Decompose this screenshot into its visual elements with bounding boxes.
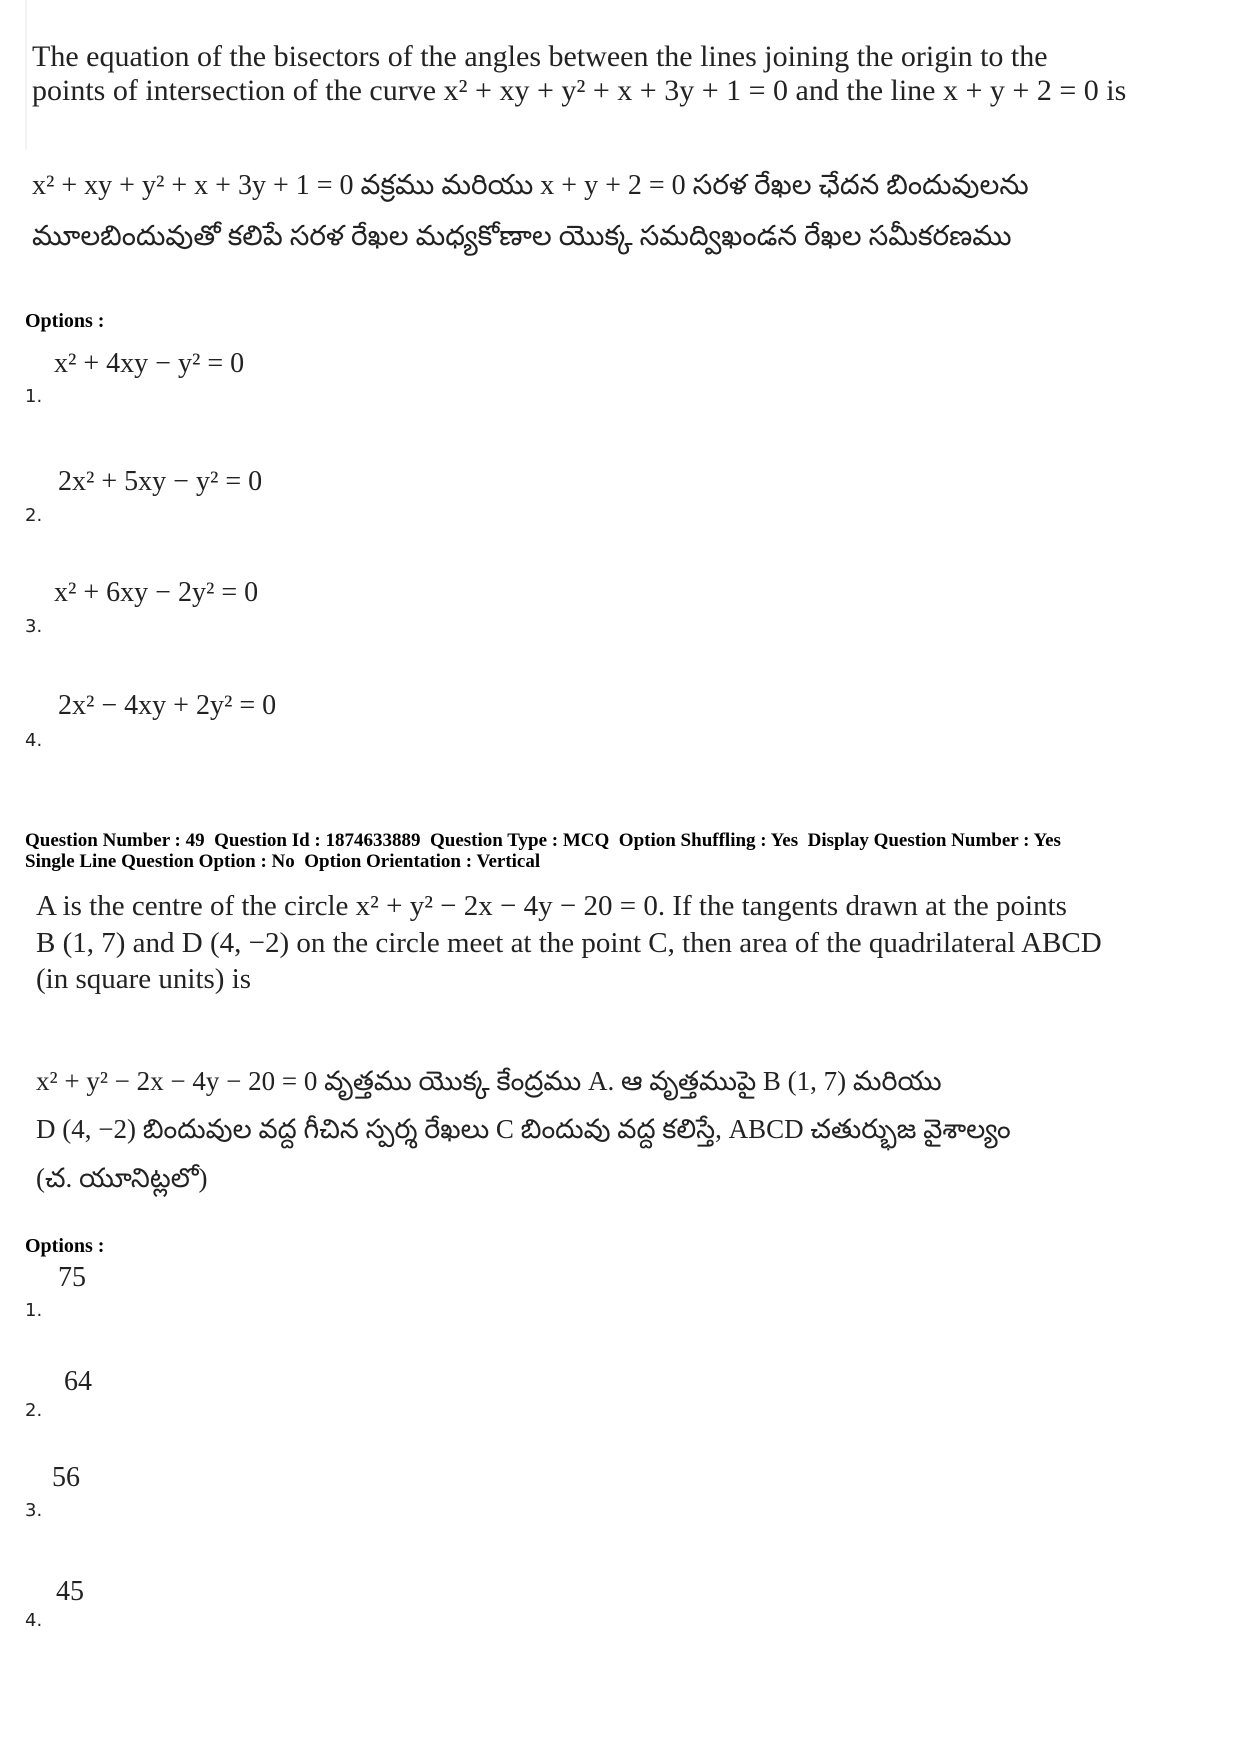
q49-option-1-number: 1. — [25, 1300, 43, 1321]
q48-option-3-number: 3. — [25, 616, 43, 637]
q48-english-line-2: points of intersection of the curve x² + xy + y² + x + 3y + 1 = 0 and the line x + y + 2 = 0 is — [32, 74, 1127, 107]
q49-meta-line-1: Question Number : 49 Question Id : 1874633889 Question Type : MCQ Option Shuffling : Yes Display Question Number : Yes — [25, 830, 1061, 851]
q48-telugu-line-1: x² + xy + y² + x + 3y + 1 = 0 వక్రము మరియు x + y + 2 = 0 సరళ రేఖల ఛేదన బిందువులను — [32, 170, 1029, 201]
q49-telugu-line-1: x² + y² − 2x − 4y − 20 = 0 వృత్తము యొక్క కేంద్రము A. ఆ వృత్తముపై B (1, 7) మరియు — [36, 1066, 942, 1096]
q49-english-line-1: A is the centre of the circle x² + y² − 2x − 4y − 20 = 0. If the tangents drawn at the points — [36, 890, 1067, 922]
q49-option-3-number: 3. — [25, 1500, 43, 1521]
q49-options-label: Options : — [25, 1235, 105, 1257]
q48-option-2-number: 2. — [25, 505, 43, 526]
q49-option-1-text[interactable]: 75 — [58, 1262, 86, 1293]
q49-telugu-line-2: D (4, −2) బిందువుల వద్ద గీచిన స్పర్శ రేఖలు C బిందువు వద్ద కలిస్తే, ABCD చతుర్భుజ వైశాల్యం — [36, 1114, 1011, 1144]
q49-option-3-text[interactable]: 56 — [52, 1462, 80, 1493]
q48-option-3-text[interactable]: x² + 6xy − 2y² = 0 — [54, 577, 259, 608]
q49-english-line-3: (in square units) is — [36, 963, 252, 995]
q49-english-line-2: B (1, 7) and D (4, −2) on the circle meet at the point C, then area of the quadrilateral ABCD — [36, 927, 1102, 959]
q49-option-2-number: 2. — [25, 1400, 43, 1421]
q49-telugu-line-3: (చ. యూనిట్లలో) — [36, 1163, 208, 1193]
q49-option-4-text[interactable]: 45 — [56, 1576, 84, 1607]
q48-english-line-1: The equation of the bisectors of the angles between the lines joining the origin to the — [32, 40, 1048, 73]
scan-edge-mark — [25, 0, 27, 150]
q48-option-4-text[interactable]: 2x² − 4xy + 2y² = 0 — [58, 690, 277, 721]
q49-option-4-number: 4. — [25, 1610, 43, 1631]
q49-option-2-text[interactable]: 64 — [64, 1366, 92, 1397]
q48-options-label: Options : — [25, 310, 105, 332]
q48-option-1-number: 1. — [25, 386, 43, 407]
q48-telugu-line-2: మూలబిందువుతో కలిపే సరళ రేఖల మధ్యకోణాల యొక్క సమద్విఖండన రేఖల సమీకరణము — [32, 221, 1012, 252]
q49-meta-line-2: Single Line Question Option : No Option Orientation : Vertical — [25, 851, 541, 872]
q48-option-1-text[interactable]: x² + 4xy − y² = 0 — [54, 348, 245, 379]
q48-option-4-number: 4. — [25, 730, 43, 751]
q48-option-2-text[interactable]: 2x² + 5xy − y² = 0 — [58, 466, 263, 497]
